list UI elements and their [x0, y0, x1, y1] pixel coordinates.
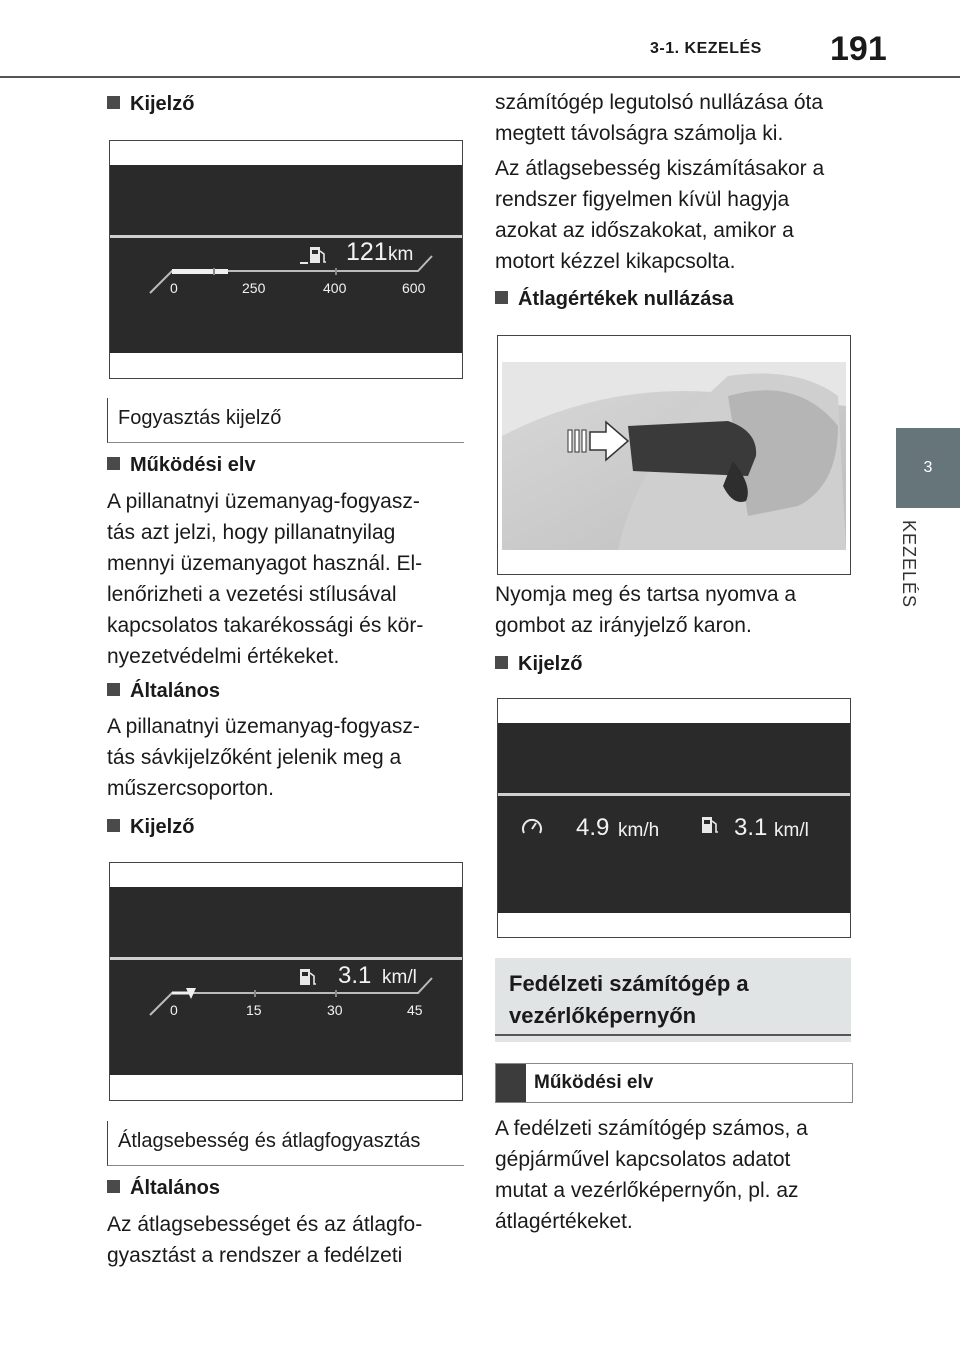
chapter-tab: 3	[896, 428, 960, 508]
average-speed-value: 4.9	[576, 814, 610, 841]
consumption-display-figure	[109, 140, 463, 379]
heading-kijelzo-3: Kijelző	[495, 653, 582, 676]
heading-kijelzo-2: Kijelző	[107, 816, 194, 839]
chapter-tab-label: KEZELÉS	[899, 520, 919, 609]
paragraph-nyomja-meg: Nyomja meg és tartsa nyomva a gombot az irányjelző karon.	[495, 583, 797, 637]
figure-caption-2: Átlagsebesség és átlagfogyasztás	[107, 1121, 464, 1166]
average-values-display-figure	[497, 698, 851, 938]
section-title: 3-1. KEZELÉS	[650, 40, 762, 57]
tick-label: 250	[242, 280, 266, 296]
paragraph-fedelzeti: A fedélzeti számítógép számos, a gépjárművel kapcsolatos adatot mutat a vezérlőképernyőn, pl. az átlagértékeket.	[495, 1117, 808, 1233]
heading-altalanos-1: Általános	[107, 680, 220, 703]
paragraph-atlagsebesseg: Az átlagsebesség kiszámításakor a rendszer figyelmen kívül hagyja azokat az időszakokat, amikor a motort kézzel kikapcsolta.	[495, 157, 825, 273]
heading-mukodesi-elv: Működési elv	[107, 454, 256, 477]
average-fuel-value: 3.1	[734, 814, 768, 841]
average-fuel-unit: km/l	[774, 820, 809, 841]
paragraph-altalanos-1: A pillanatnyi üzemanyag-fogyasz- tás sávkijelzőként jelenik meg a műszercsoporton.	[107, 715, 420, 800]
fuel-pump-icon	[702, 817, 718, 833]
paragraph-continued: számítógép legutolsó nullázása óta megtett távolságra számolja ki.	[495, 91, 824, 145]
average-speed-unit: km/h	[618, 820, 660, 841]
turn-signal-lever-illustration	[497, 335, 851, 575]
heading-altalanos-2: Általános	[107, 1177, 220, 1200]
average-consumption-unit: km/l	[382, 967, 417, 988]
tick-label: 400	[323, 280, 347, 296]
paragraph-altalanos-2: Az átlagsebességet és az átlagfo- gyasztást a rendszer a fedélzeti	[107, 1213, 423, 1267]
average-display-figure	[109, 862, 463, 1101]
consumption-value: 121	[346, 238, 388, 266]
paragraph-mukodesi-elv: A pillanatnyi üzemanyag-fogyasz- tás azt jelzi, hogy pillanatnyilag mennyi üzemanyagot használ. El- lenőrizheti a vezetési stílusával kapcsolatos takarékossági és kör- nyezetvédelmi értékeket.	[107, 490, 424, 668]
fuel-pump-icon	[300, 247, 326, 263]
figure-caption-1: Fogyasztás kijelző	[107, 398, 464, 443]
tick-label: 600	[402, 280, 426, 296]
consumption-unit: km	[388, 244, 414, 265]
header-rule	[0, 76, 960, 78]
tick-label: 0	[170, 280, 178, 296]
section-rule	[495, 1034, 851, 1036]
fuel-pump-icon	[300, 969, 316, 985]
average-values-icons	[498, 699, 850, 937]
tick-label: 30	[327, 1002, 343, 1018]
heading-atlagertekek-nullazasa: Átlagértékek nullázása	[495, 288, 734, 311]
subheading-mukodesi-elv: Működési elv	[495, 1063, 853, 1103]
lever-drawing	[498, 336, 850, 574]
section-heading-fedelzeti: Fedélzeti számítógép a vezérlőképernyőn	[495, 958, 851, 1042]
average-consumption-value: 3.1	[338, 962, 372, 989]
page-number: 191	[830, 30, 887, 68]
heading-kijelzo-1: Kijelző	[107, 93, 194, 116]
speedometer-icon	[523, 820, 541, 833]
tick-label: 15	[246, 1002, 262, 1018]
tick-label: 45	[407, 1002, 423, 1018]
tick-label: 0	[170, 1002, 178, 1018]
